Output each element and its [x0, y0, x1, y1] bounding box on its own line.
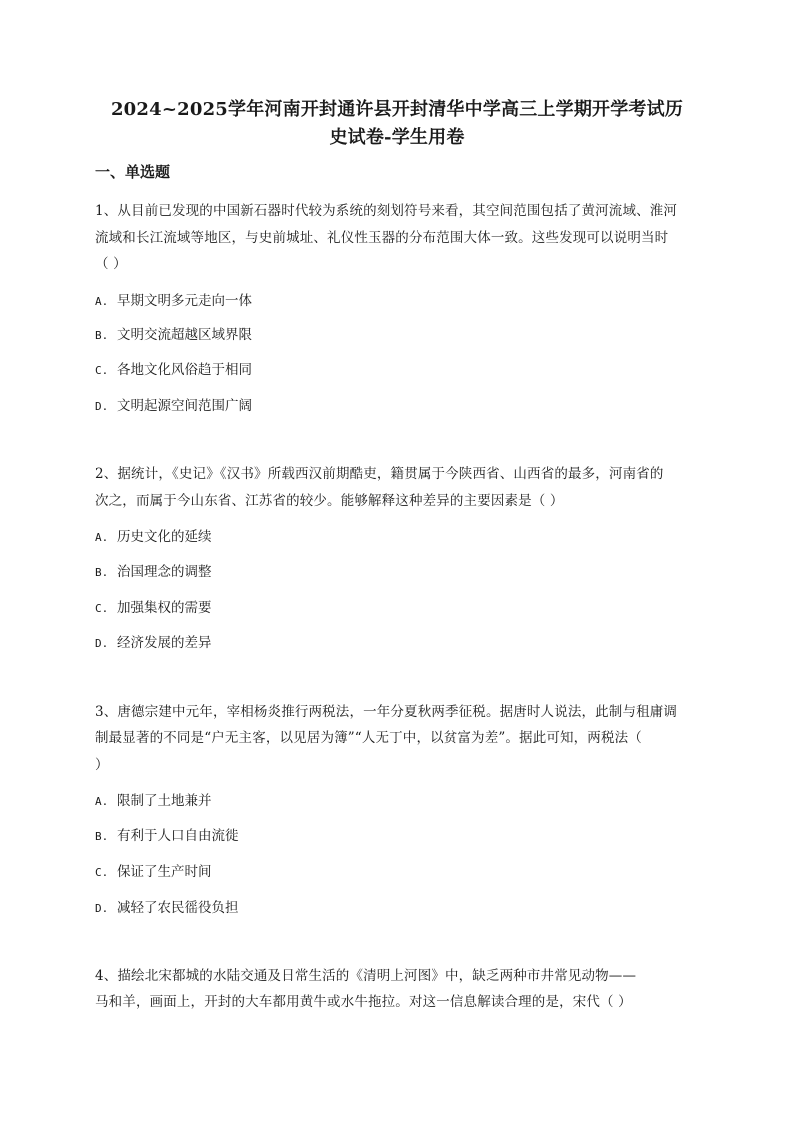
option-text: 各地文化风俗趋于相同 [117, 362, 252, 378]
question-2-option-b[interactable] [95, 560, 212, 580]
question-4-line-1: 4、描绘北宋都城的水陆交通及日常生活的《清明上河图》中，缺乏两种市井常见动物—— [95, 968, 637, 984]
option-letter: B. [95, 329, 109, 342]
question-2-option-d[interactable] [95, 631, 212, 651]
option-text: 有利于人口自由流徙 [117, 828, 239, 844]
option-text: 早期文明多元走向一体 [117, 293, 252, 309]
option-letter: D. [95, 400, 109, 413]
option-letter: C. [95, 866, 109, 879]
option-text: 加强集权的需要 [117, 600, 212, 616]
option-text: 减轻了农民徭役负担 [117, 900, 239, 916]
question-3-option-d[interactable] [95, 896, 239, 916]
question-3-option-c[interactable] [95, 860, 212, 880]
question-1-option-b[interactable] [95, 323, 252, 343]
question-1-line-2: 流域和长江流域等地区，与史前城址、礼仪性玉器的分布范围大体一致。这些发现可以说明当时 [95, 230, 669, 246]
option-letter: C. [95, 364, 109, 377]
option-text: 限制了土地兼并 [117, 793, 212, 809]
question-1-line-3: （ ） [95, 256, 127, 272]
question-2-option-c[interactable] [95, 596, 212, 616]
question-2-option-a[interactable] [95, 525, 212, 545]
option-letter: D. [95, 637, 109, 650]
question-1-option-c[interactable] [95, 358, 252, 378]
option-letter: C. [95, 602, 109, 615]
question-1-option-d[interactable] [95, 394, 252, 414]
option-letter: A. [95, 531, 109, 544]
option-letter: A. [95, 295, 109, 308]
question-4-line-2: 马和羊，画面上，开封的大车都用黄牛或水牛拖拉。对这一信息解读合理的是，宋代（ ） [95, 994, 632, 1010]
option-letter: B. [95, 830, 109, 843]
option-text: 历史文化的延续 [117, 529, 212, 545]
question-2-line-2: 次之，而属于今山东省、江苏省的较少。能够解释这种差异的主要因素是（ ） [95, 493, 564, 509]
option-text: 保证了生产时间 [117, 864, 212, 880]
option-letter: B. [95, 566, 109, 579]
question-3-option-a[interactable] [95, 789, 212, 809]
exam-title-line1: 2024~2025学年河南开封通许县开封清华中学高三上学期开学考试历 [110, 99, 684, 120]
option-letter: A. [95, 795, 109, 808]
question-1-option-a[interactable] [95, 289, 252, 309]
question-3-option-b[interactable] [95, 824, 239, 844]
question-3-line-1: 3、唐德宗建中元年，宰相杨炎推行两税法，一年分夏秋两季征税。据唐时人说法，此制与租庸调 [95, 704, 678, 720]
option-text: 经济发展的差异 [117, 635, 212, 651]
section-heading: 一、单选题 [95, 163, 171, 181]
exam-title-line2: 史试卷-学生用卷 [329, 127, 465, 148]
option-letter: D. [95, 902, 109, 915]
question-3-line-2: 制最显著的不同是“户无主客，以见居为簿”“人无丁中，以贫富为差”。据此可知，两税法（ [95, 730, 642, 746]
exam-title [90, 96, 704, 152]
option-text: 文明起源空间范围广阔 [117, 398, 252, 414]
option-text: 治国理念的调整 [117, 564, 212, 580]
question-3-line-3: ） [95, 757, 109, 773]
option-text: 文明交流超越区域界限 [117, 327, 252, 343]
question-1-line-1: 1、从目前已发现的中国新石器时代较为系统的刻划符号来看，其空间范围包括了黄河流域、淮河 [95, 203, 678, 219]
question-2-line-1: 2、据统计，《史记》《汉书》所载西汉前期酷吏，籍贯属于今陕西省、山西省的最多，河南省的 [95, 466, 664, 482]
